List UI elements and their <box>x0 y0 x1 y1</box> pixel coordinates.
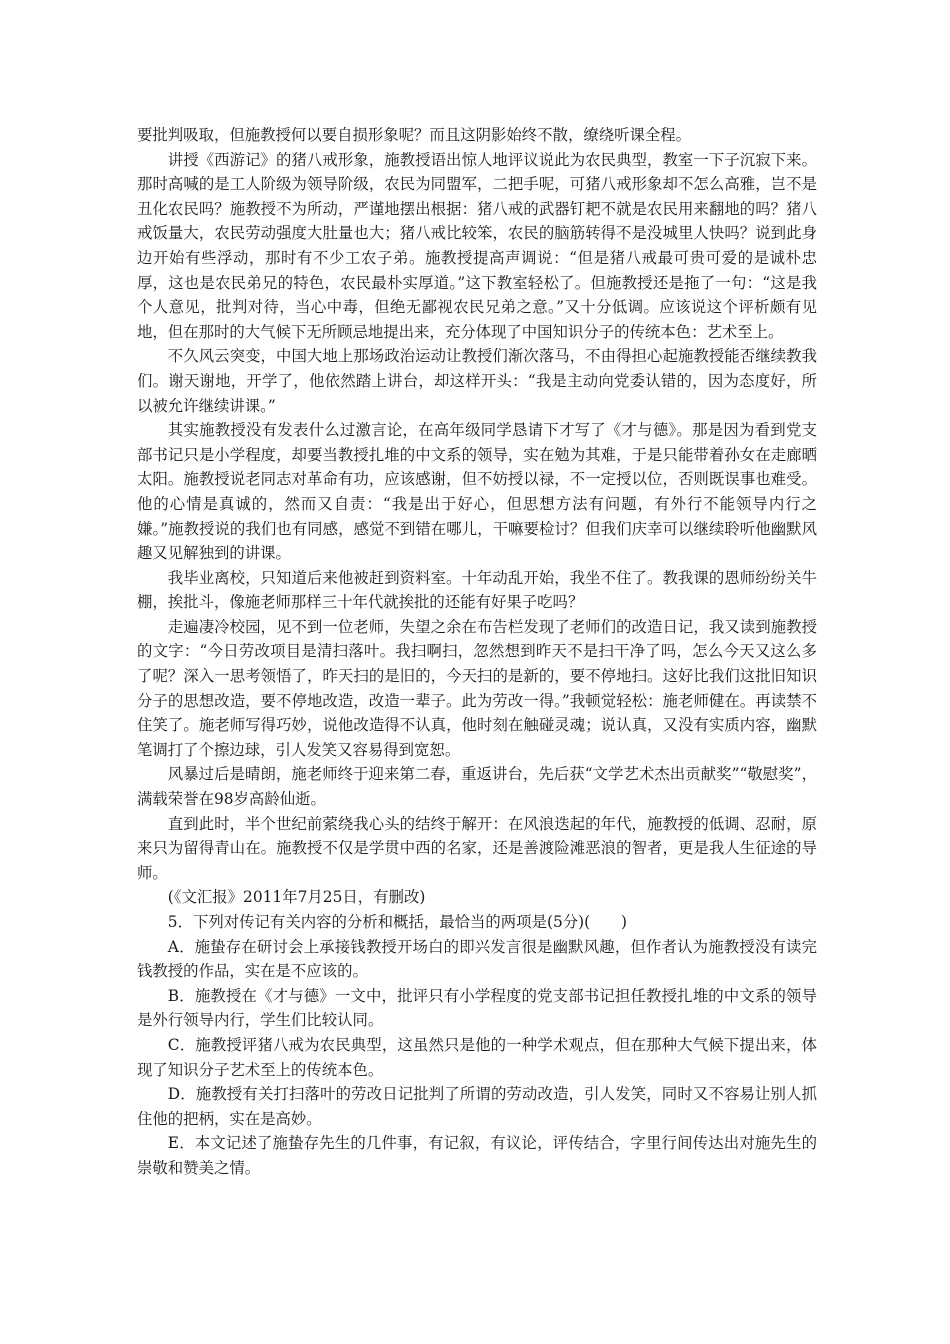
option-a: A．施蛰存在研讨会上承接钱教授开场白的即兴发言很是幽默风趣，但作者认为施教授没有读完钱教授的作品，实在是不应该的。 <box>137 937 817 981</box>
document-page <box>137 123 817 1181</box>
option-b: B．施教授在《才与德》一文中，批评只有小学程度的党支部书记担任教授扎堆的中文系的领导是外行领导内行，学生们比较认同。 <box>137 986 817 1030</box>
paragraph-conclusion: 直到此时，半个世纪前萦绕我心头的结终于解开：在风浪迭起的年代，施教授的低调、忍耐，原来只为留得青山在。施教授不仅是学贯中西的名家，还是善渡险滩恶浪的智者，更是我人生征途的导师。 <box>137 814 817 882</box>
paragraph-political-movement: 不久风云突变，中国大地上那场政治运动让教授们渐次落马，不由得担心起施教授能否继续教我们。谢天谢地，开学了，他依然踏上讲台，却这样开头：“我是主动向党委认错的，因为态度好，所以被允许继续讲课。” <box>137 347 817 415</box>
paragraph-continuation: 要批判吸取，但施教授何以要自损形象呢？而且这阴影始终不散，缭绕听课全程。 <box>137 126 692 144</box>
paragraph-graduation: 我毕业离校，只知道后来他被赶到资料室。十年动乱开始，我坐不住了。教我课的恩师纷纷关牛棚，挨批斗，像施老师那样三十年代就挨批的还能有好果子吃吗？ <box>137 568 817 612</box>
question-stem: 5．下列对传记有关内容的分析和概括，最恰当的两项是(5分)( ) <box>167 913 627 931</box>
source-citation: (《文汇报》2011年7月25日，有删改) <box>167 888 426 907</box>
paragraph-zhubajie: 讲授《西游记》的猪八戒形象，施教授语出惊人地评议说此为农民典型，教室一下子沉寂下来。那时高喊的是工人阶级为领导阶级，农民为同盟军，二把手呢，可猪八戒形象却不怎么高雅，岂不是丑化农民吗？施教授不为所动，严谨地摆出根据：猪八戒的武器钉耙不就是农民用来翻地的吗？猪八戒饭量大，农民劳动强度大肚量也大；猪八戒比较笨，农民的脑筋转得不是没城里人快吗？说到此身边开始有些浮动，那时有不少工农子弟。施教授提高声调说：“但是猪八戒最可贵可爱的是诚朴忠厚，这也是农民弟兄的特色，农民最朴实厚道。”这下教室轻松了。但施教授还是拖了一句：“这是我个人意见，批判对待，当心中毒，但绝无鄙视农民兄弟之意。”又十分低调。应该说这个评析颇有见地，但在那时的大气候下无所顾忌地提出来，充分体现了中国知识分子的传统本色：艺术至上。 <box>137 150 817 341</box>
paragraph-second-spring: 风暴过后是晴朗，施老师终于迎来第二春，重返讲台，先后获“文学艺术杰出贡献奖”“敬慰奖”，满载荣誉在98岁高龄仙逝。 <box>137 765 817 809</box>
paragraph-reform-diary: 走遍凄冷校园，见不到一位老师，失望之余在布告栏发现了老师们的改造日记，我又读到施教授的文字：“今日劳改项目是清扫落叶。我扫啊扫，忽然想到昨天不是扫干净了吗，怎么今天又这么多了呢？深入一思考领悟了，昨天扫的是旧的，今天扫的是新的，要不停地扫。这好比我们这批旧知识分子的思想改造，要不停地改造，改造一辈子。此为劳改一得。”我顿觉轻松：施老师健在。再读禁不住笑了。施老师写得巧妙，说他改造得不认真，他时刻在触碰灵魂；说认真，又没有实质内容，幽默笔调打了个擦边球，引人发笑又容易得到宽恕。 <box>137 617 817 759</box>
paragraph-cai-yu-de: 其实施教授没有发表什么过激言论，在高年级同学恳请下才写了《才与德》。那是因为看到党支部书记只是小学程度，却要当教授扎堆的中文系的领导，实在勉为其难，于是只能带着孙女在走廊晒太阳。施教授说老同志对革命有功，应该感谢，但不妨授以禄，不一定授以位，否则既误事也难受。他的心情是真诚的，然而又自责：“我是出于好心，但思想方法有问题，有外行不能领导内行之嫌。”施教授说的我们也有同感，感觉不到错在哪儿，干嘛要检讨？但我们庆幸可以继续聆听他幽默风趣又见解独到的讲课。 <box>137 421 817 563</box>
option-e: E．本文记述了施蛰存先生的几件事，有记叙，有议论，评传结合，字里行间传达出对施先生的崇敬和赞美之情。 <box>137 1134 817 1177</box>
option-d: D．施教授有关打扫落叶的劳改日记批判了所谓的劳动改造，引人发笑，同时又不容易让别人抓住他的把柄，实在是高妙。 <box>137 1085 817 1128</box>
option-c: C．施教授评猪八戒为农民典型，这虽然只是他的一种学术观点，但在那种大气候下提出来，体现了知识分子艺术至上的传统本色。 <box>137 1035 817 1079</box>
